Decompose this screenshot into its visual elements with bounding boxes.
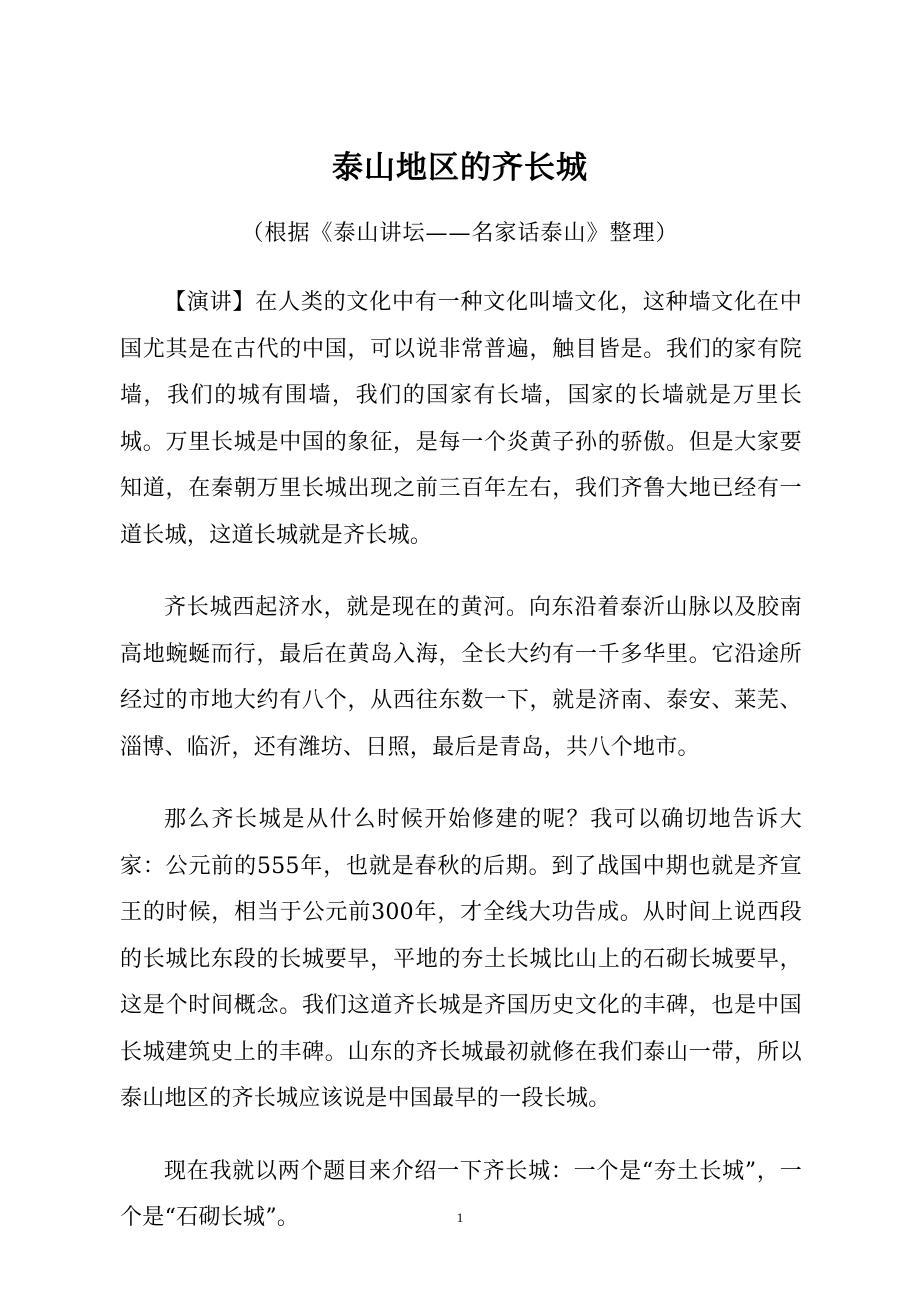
- paragraph-2: 齐长城西起济水，就是现在的黄河。向东沿着泰沂山脉以及胶南高地蜿蜒而行，最后在黄岛入海，全长大约有一千多华里。它沿途所经过的市地大约有八个，从西往东数一下，就是济南、泰安、莱芜、淄博、临沂，还有潍坊、日照，最后是青岛，共八个地市。: [120, 595, 802, 760]
- page-subtitle: （根据《泰山讲坛——名家话泰山》整理）: [241, 221, 679, 246]
- page-number: 1: [456, 1210, 464, 1225]
- body-text: [120, 280, 802, 1268]
- paragraph-1: 【演讲】在人类的文化中有一种文化叫墙文化，这种墙文化在中国尤其是在古代的中国，可以说非常普遍，触目皆是。我们的家有院墙，我们的城有围墙，我们的国家有长墙，国家的长墙就是万里长城。万里长城是中国的象征，是每一个炎黄子孙的骄傲。但是大家要知道，在秦朝万里长城出现之前三百年左右，我们齐鲁大地已经有一道长城，这道长城就是齐长城。: [120, 290, 802, 548]
- page-title: 泰山地区的齐长城: [332, 150, 588, 186]
- paragraph-3: 那么齐长城是从什么时候开始修建的呢？我可以确切地告诉大家：公元前的555年，也就是春秋的后期。到了战国中期也就是齐宣王的时候，相当于公元前300年，才全线大功告成。从时间上说西段的长城比东段的长城要早，平地的夯土长城比山上的石砌长城要早，这是个时间概念。我们这道齐长城是齐国历史文化的丰碑，也是中国长城建筑史上的丰碑。山东的齐长城最初就修在我们泰山一带，所以泰山地区的齐长城应该说是中国最早的一段长城。: [120, 807, 802, 1111]
- paragraph-4: 现在我就以两个题目来介绍一下齐长城：一个是“夯土长城”，一个是“石砌长城”。: [120, 1158, 802, 1230]
